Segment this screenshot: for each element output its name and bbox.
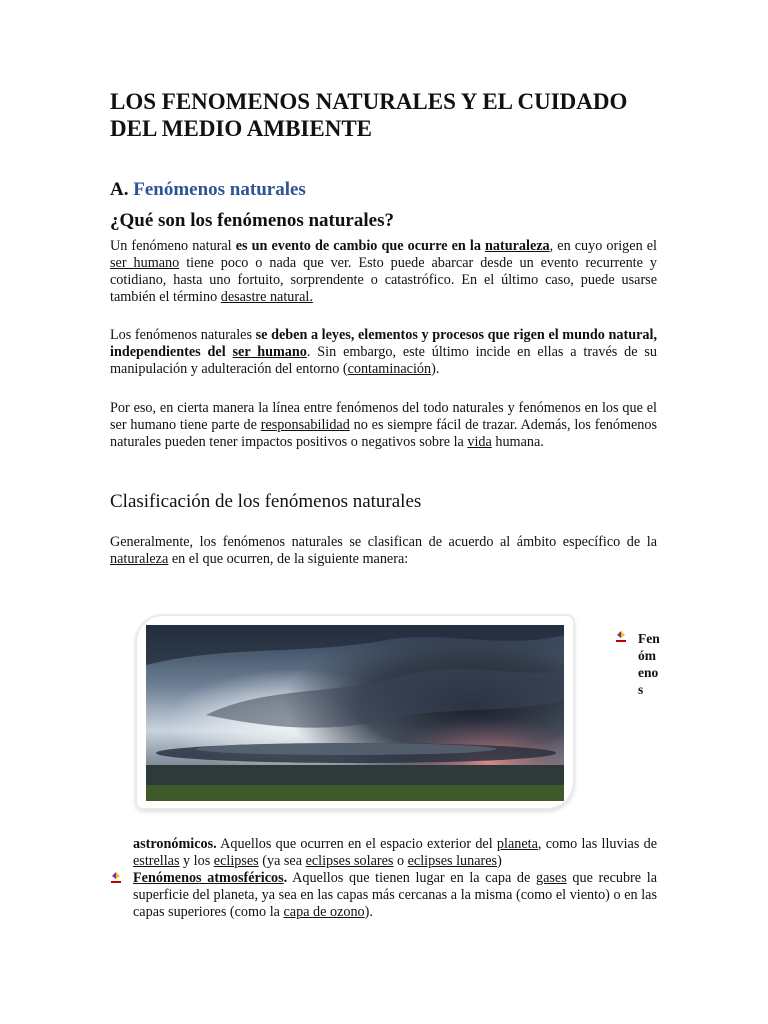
storm-photo [137,616,573,808]
text-run: Generalmente, los fenómenos naturales se clasifican de acuerdo al ámbito específico de la [110,534,657,550]
text-run: desastre natural. [220,289,313,305]
text-run: ser humano [232,344,307,360]
text-run: Un fenómeno natural [110,238,236,254]
text-run: tiene poco o nada que ver. Esto puede abarcar desde un evento recurrente y cotidiano, hasta uno fortuito, sorprendente o catastrófico. En el último caso, puede usarse también el término [110,255,657,305]
text-run: , como las lluvias de [537,836,657,852]
text-run: ). [364,904,373,920]
text-run: Aquellos que tienen lugar en la capa de [287,870,536,886]
list-item-astronomical [133,836,657,870]
section-a-letter: A. [110,179,129,200]
text-run: (ya sea [258,853,306,869]
text-run: ser humano [110,255,180,271]
paragraph-responsibility [110,400,657,451]
text-run: contaminación [347,361,432,377]
text-run: no es siempre fácil de trazar. Además, los fenómenos naturales pueden tener impactos positivos o negativos sobre la [110,417,657,450]
text-run: se deben a leyes, elementos y procesos que rigen el mundo natural, independientes del [110,327,657,360]
paragraph-definition [110,238,657,306]
text-run: planeta [496,836,538,852]
text-run: . Sin embargo, este último incide en ellas a través de su manipulación y adulteración del entorno ( [110,344,657,377]
section-a-heading [110,178,306,202]
paragraph-causes [110,327,657,378]
arrow-bullet-icon [615,631,627,643]
text-run: humana. [491,434,544,450]
section-a-title: Fenómenos naturales [133,179,306,200]
classification-heading: Clasificación de los fenómenos naturales [110,491,422,512]
text-run: responsabilidad [260,417,350,433]
text-run: , en cuyo origen el [549,238,657,254]
text-run: eclipses solares [305,853,394,869]
storm-supercell-image [146,625,564,801]
text-run: astronómicos. [133,836,217,852]
text-run: y los [179,853,214,869]
document-title: LOS FENOMENOS NATURALES Y EL CUIDADO DEL MEDIO AMBIENTE [110,89,628,141]
text-run: es un evento de cambio que ocurre en la [235,238,486,254]
side-bullet-label: Fenómenos [638,631,660,697]
text-run: estrellas [133,853,180,869]
text-run: Aquellos que ocurren en el espacio exterior del [216,836,497,852]
arrow-bullet-icon [110,872,122,884]
text-run: vida [467,434,492,450]
text-run: ). [431,361,440,377]
text-run: Fenómenos atmosféricos [133,870,284,886]
paragraph-classification-intro [110,534,657,568]
text-run: Los fenómenos naturales [110,327,256,343]
text-run: Por eso, en cierta manera la línea entre fenómenos del todo naturales y fenómenos en los que el ser humano tiene parte de [110,400,657,433]
text-run: . [283,870,288,886]
text-run: o [393,853,408,869]
text-run: eclipses [213,853,259,869]
text-run: eclipses lunares [407,853,498,869]
text-run: ) [497,853,502,869]
question-heading: ¿Qué son los fenómenos naturales? [110,210,394,231]
text-run: en el que ocurren, de la siguiente manera: [168,551,409,567]
text-run: naturaleza [485,238,550,254]
text-run: capa de ozono [283,904,365,920]
text-run: naturaleza [110,551,169,567]
text-run: gases [536,870,567,886]
text-run: que recubre la superficie del planeta, ya sea en las capas más cercanas a la misma (como el viento) o en las capas superiores (como la [133,870,657,920]
list-item-atmospheric [133,870,657,921]
